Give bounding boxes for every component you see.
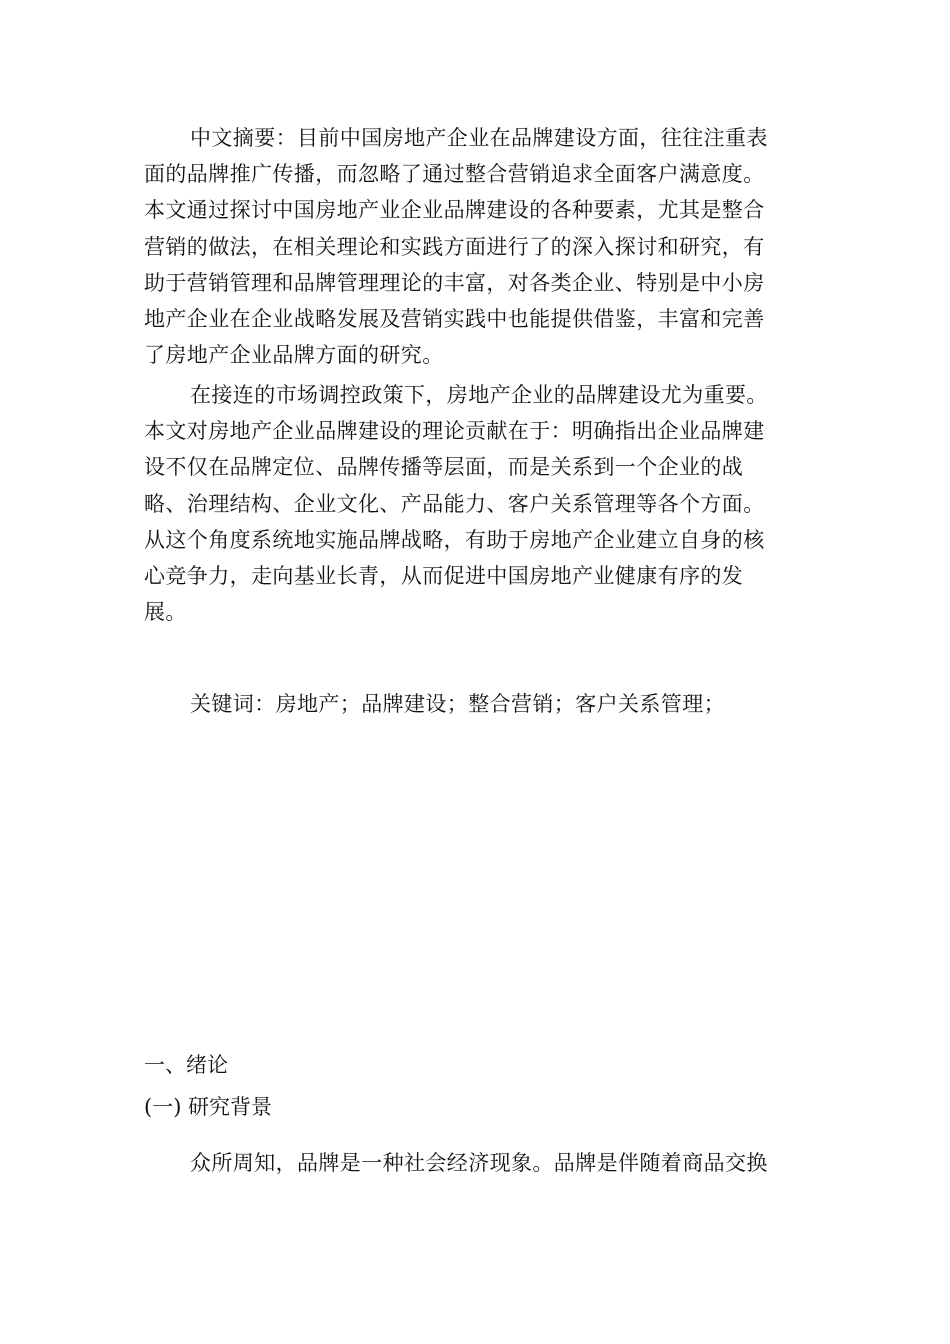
text-line: 面的品牌推广传播，而忽略了通过整合营销追求全面客户满意度。: [144, 162, 765, 187]
text-line: 地产企业在企业战略发展及营销实践中也能提供借鉴，丰富和完善: [144, 307, 765, 332]
text-line: 本文对房地产企业品牌建设的理论贡献在于：明确指出企业品牌建: [144, 419, 765, 444]
text-line: 从这个角度系统地实施品牌战略，有助于房地产企业建立自身的核: [144, 527, 765, 552]
body-paragraph: [144, 1145, 808, 1181]
text-line: 展。: [144, 600, 187, 625]
text-line: 设不仅在品牌定位、品牌传播等层面，而是关系到一个企业的战: [144, 455, 744, 480]
text-line: 众所周知，品牌是一种社会经济现象。品牌是伴随着商品交换: [190, 1151, 768, 1175]
keywords-text: 关键词：房地产；品牌建设；整合营销；客户关系管理；: [190, 692, 725, 716]
text-line: 中文摘要：目前中国房地产企业在品牌建设方面，往往注重表: [190, 126, 768, 150]
text-line: 心竞争力，走向基业长青，从而促进中国房地产业健康有序的发: [144, 564, 744, 589]
text-line: 营销的做法，在相关理论和实践方面进行了的深入探讨和研究，有: [144, 234, 765, 259]
text-line: 了房地产企业品牌方面的研究。: [144, 343, 444, 368]
abstract-paragraph-1: [144, 120, 808, 373]
text-line: 本文通过探讨中国房地产业企业品牌建设的各种要素，尤其是整合: [144, 198, 765, 223]
text-line: 在接连的市场调控政策下，房地产企业的品牌建设尤为重要。: [190, 383, 768, 407]
text-line: 助于营销管理和品牌管理理论的丰富，对各类企业、特别是中小房: [144, 270, 765, 295]
keywords: [144, 686, 808, 722]
text-line: 略、治理结构、企业文化、产品能力、客户关系管理等各个方面。: [144, 491, 765, 516]
abstract-paragraph-2: [144, 377, 808, 630]
section-heading: 一、绪论: [144, 1053, 228, 1077]
subsection-heading: (一) 研究背景: [144, 1095, 273, 1119]
